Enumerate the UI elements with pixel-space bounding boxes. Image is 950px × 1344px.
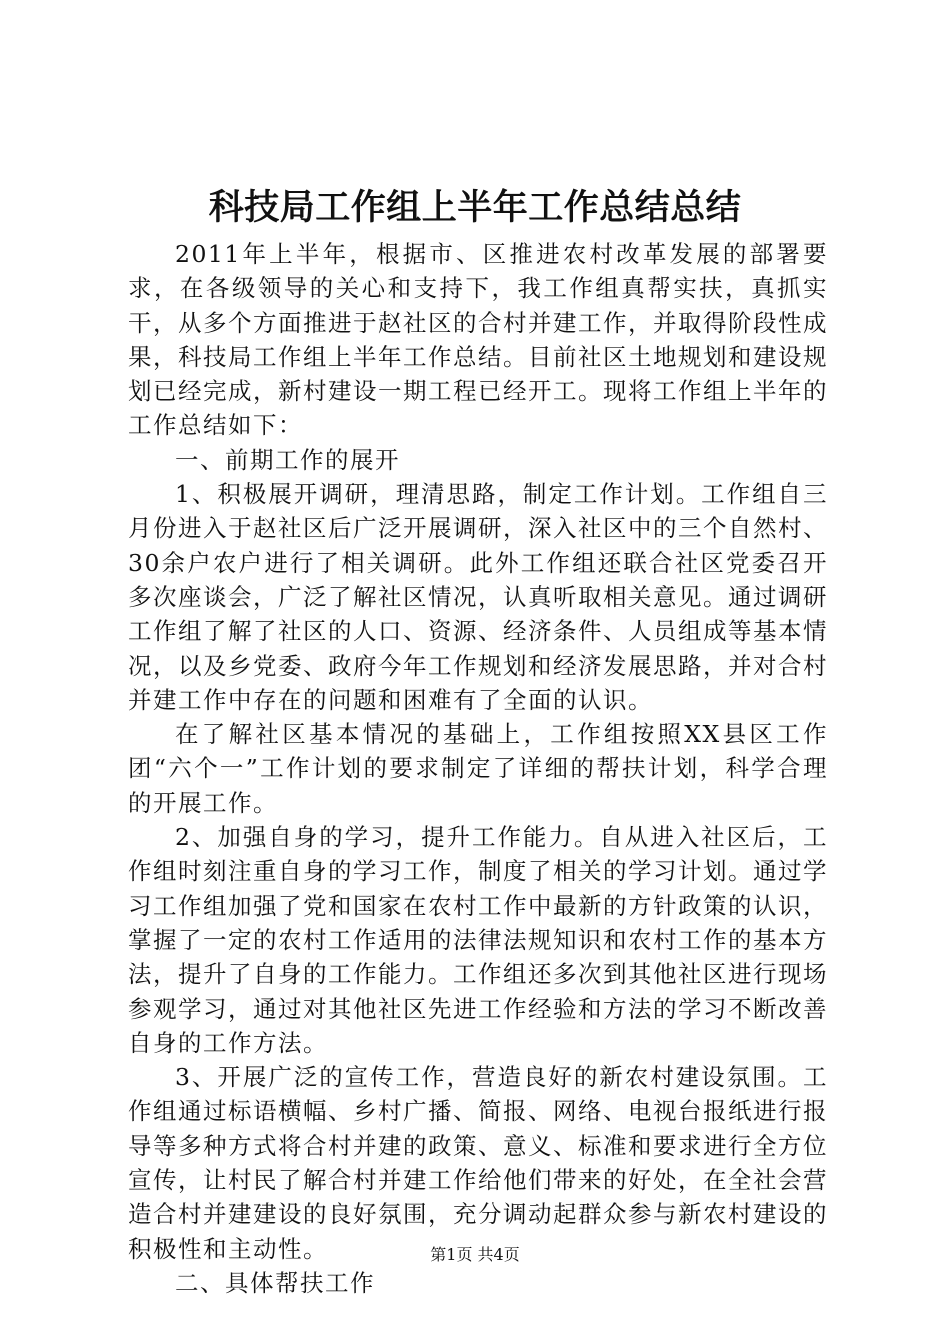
document-body — [128, 237, 828, 1300]
paragraph-plan: 在了解社区基本情况的基础上，工作组按照XX县区工作团“六个一”工作计划的要求制定了详细的帮扶计划，科学合理的开展工作。 — [128, 720, 828, 817]
paragraph-item-1: 1、积极展开调研，理清思路，制定工作计划。工作组自三月份进入于赵社区后广泛开展调研，深入社区中的三个自然村、30余户农户进行了相关调研。此外工作组还联合社区党委召开多次座谈会，广泛了解社区情况，认真听取相关意见。通过调研工作组了解了社区的人口、资源、经济条件、人员组成等基本情况，以及乡党委、政府今年工作规划和经济发展思路，并对合村并建工作中存在的问题和困难有了全面的认识。 — [128, 480, 828, 714]
paragraph-item-3: 3、开展广泛的宣传工作，营造良好的新农村建设氛围。工作组通过标语横幅、乡村广播、简报、网络、电视台报纸进行报导等多种方式将合村并建的政策、意义、标准和要求进行全方位宣传，让村民了解合村并建工作给他们带来的好处，在全社会营造合村并建建设的良好氛围，充分调动起群众参与新农村建设的积极性和主动性。 — [128, 1063, 828, 1263]
paragraph-intro: 2011年上半年，根据市、区推进农村改革发展的部署要求，在各级领导的关心和支持下，我工作组真帮实扶，真抓实干，从多个方面推进于赵社区的合村并建工作，并取得阶段性成果，科技局工作组上半年工作总结。目前社区土地规划和建设规划已经完成，新村建设一期工程已经开工。现将工作组上半年的工作总结如下： — [128, 240, 828, 440]
paragraph-item-2: 2、加强自身的学习，提升工作能力。自从进入社区后，工作组时刻注重自身的学习工作，制度了相关的学习计划。通过学习工作组加强了党和国家在农村工作中最新的方针政策的认识，掌握了一定的农村工作适用的法律法规知识和农村工作的基本方法，提升了自身的工作能力。工作组还多次到其他社区进行现场参观学习，通过对其他社区先进工作经验和方法的学习不断改善自身的工作方法。 — [128, 823, 828, 1057]
heading-section-2: 二、具体帮扶工作 — [175, 1268, 375, 1297]
page-footer: 第1页 共4页 — [430, 1245, 520, 1264]
document-title: 科技局工作组上半年工作总结总结 — [208, 187, 742, 228]
heading-section-1: 一、前期工作的展开 — [175, 445, 400, 474]
